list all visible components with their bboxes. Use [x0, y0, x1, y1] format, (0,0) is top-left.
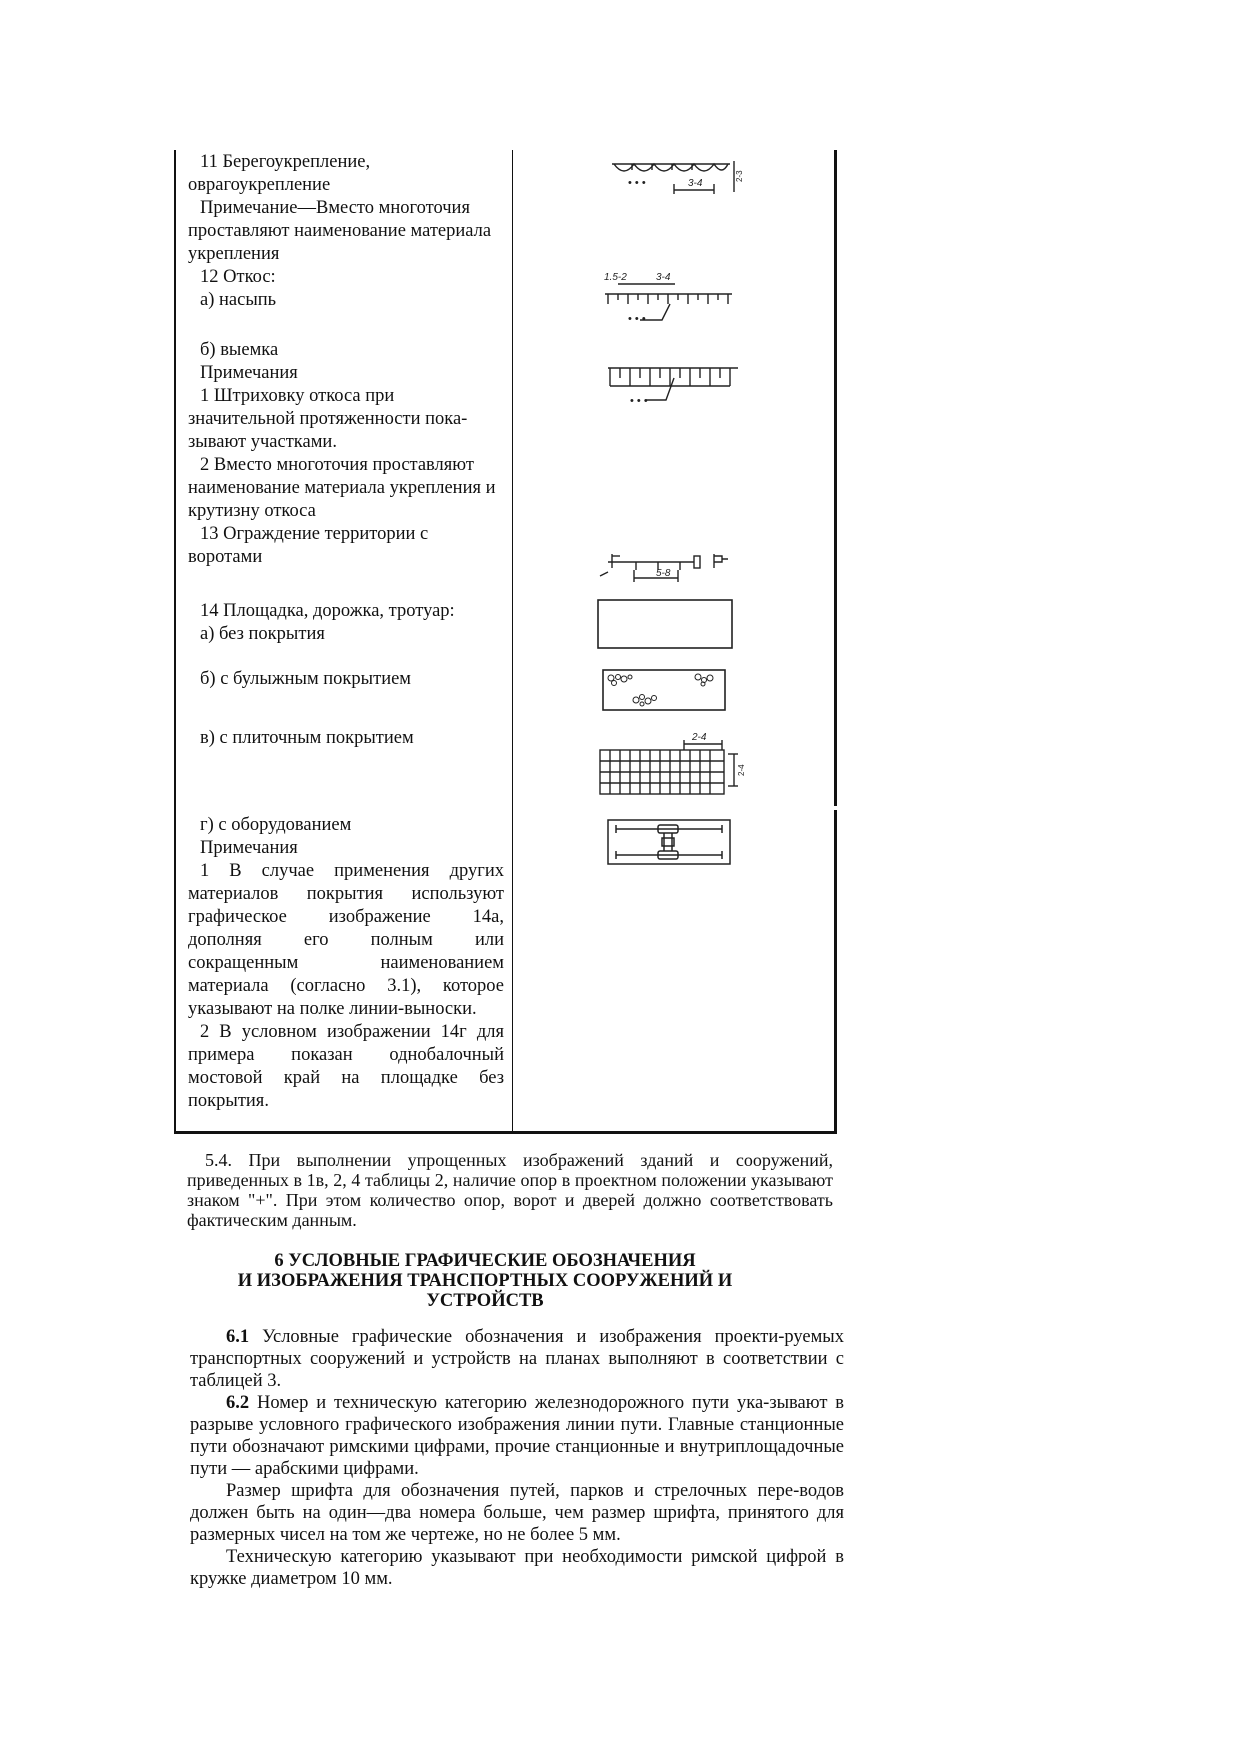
fig14c-side: 2-4 [737, 764, 746, 776]
paragraph-font-size: Размер шрифта для обозначения путей, парков и стрелочных пере-водов должен быть на один—два номера больше, чем размер шрифта, принятого для размерных чисел на том же чертеже, но не более 5 мм. [190, 1481, 844, 1545]
row-12-title: 12 Откос: [200, 267, 276, 287]
paragraph-6-2-number: 6.2 [226, 1393, 250, 1413]
row-11-note: Примечание—Вместо многоточия проставляют наименование материала укрепления [188, 198, 492, 264]
fig14c-dim: 2-4 [692, 732, 707, 743]
paragraph-5-4 [187, 1150, 833, 1230]
row-13-title: 13 Ограждение территории с воротами [188, 524, 429, 567]
section-6-heading-line2: И ИЗОБРАЖЕНИЯ ТРАНСПОРТНЫХ СООРУЖЕНИЙ И [237, 1271, 733, 1291]
fig11-dots: • • • [628, 177, 646, 189]
paragraph-6-1-number: 6.1 [226, 1327, 250, 1347]
row-14-b-text [188, 668, 504, 691]
row-12-b: б) выемка [200, 340, 279, 360]
fig12a-dim1: 1.5-2 [604, 272, 627, 283]
table-left-border [174, 150, 176, 1134]
fig11-side: 2-3 [735, 170, 744, 182]
row-14-b: б) с булыжным покрытием [200, 669, 412, 689]
paragraph-5-4-text: 5.4. При выполнении упрощенных изображений зданий и сооружений, приведенных в 1в, 2, 4 таблицы 2, наличие опор в проектном положении указывают знаком "+". При этом количество опор, ворот и дверей должно соответствовать фактическим данным. [187, 1150, 833, 1230]
row-12-a: а) насыпь [200, 290, 277, 310]
figure-bank-protection [610, 158, 745, 200]
row-14-c: в) с плиточным покрытием [200, 728, 414, 748]
figure-fence-gate [596, 548, 746, 588]
row-14-c-text [188, 727, 504, 750]
section-6-heading-line1: 6 УСЛОВНЫЕ ГРАФИЧЕСКИЕ ОБОЗНАЧЕНИЯ [274, 1251, 696, 1271]
fig11-dim: 3-4 [688, 178, 703, 189]
paragraph-6-1-text: Условные графические обозначения и изображения проекти-руемых транспортных сооружений и устройств на планах выполняют в соответствии с таблицей 3. [190, 1327, 844, 1391]
row-14-a: а) без покрытия [200, 624, 325, 644]
row-14-note2: 2 В условном изображении 14г для примера показан однобалочный мостовой край на площадке без покрытия. [188, 1022, 504, 1111]
figure-pad-cobblestone [600, 667, 730, 713]
row-14-d-text [188, 814, 504, 1113]
table-column-divider [512, 150, 513, 1134]
paragraph-6-2 [190, 1392, 844, 1480]
row-12-text [188, 339, 504, 569]
figure-pad-plain [596, 598, 736, 650]
figure-pad-crane [606, 817, 736, 869]
table-right-border [834, 150, 837, 1134]
fig12a-dim2: 3-4 [656, 272, 671, 283]
row-12-notes-label: Примечания [200, 363, 298, 383]
fig12b-dots: • • • [630, 395, 648, 407]
row-11-text [188, 151, 504, 312]
figure-slope-embankment [600, 270, 740, 328]
row-14-text [188, 600, 504, 646]
row-12-note1: 1 Штриховку откоса при значительной протяженности пока-зывают участками. [188, 386, 468, 452]
row-11-title: 11 Берегоукрепление, оврагоукрепление [188, 152, 371, 195]
figure-slope-excavation [604, 360, 744, 412]
fig13-dim: 5-8 [656, 568, 671, 579]
paragraph-6-2-text: Номер и техническую категорию железнодорожного пути ука-зывают в разрыве условного графического изображения линии пути. Главные станционные пути обозначают римскими цифрами, прочие станционные и внутриплощадочные пути — арабскими цифрами. [190, 1393, 844, 1479]
table-right-gap [834, 806, 837, 810]
table-bottom-border [174, 1131, 837, 1134]
row-14-notes-label: Примечания [200, 838, 298, 858]
section-6-heading [190, 1251, 780, 1311]
row-14-title: 14 Площадка, дорожка, тротуар: [200, 601, 455, 621]
row-14-d: г) с оборудованием [200, 815, 352, 835]
fig12a-dots: • • • [628, 313, 646, 325]
row-14-note1: 1 В случае применения других материалов покрытия используют графическое изображение 14а, дополняя его полным или сокращенным наименованием материала (согласно 3.1), которое указывают на полке линии-выноски. [188, 861, 504, 1019]
section-6-heading-line3: УСТРОЙСТВ [426, 1291, 544, 1311]
paragraph-6-1 [190, 1326, 844, 1392]
paragraph-category: Техническую категорию указывают при необходимости римской цифрой в кружке диаметром 10 мм. [190, 1547, 844, 1589]
figure-pad-tiles [598, 730, 748, 798]
section-6-body [190, 1326, 844, 1590]
row-12-note2: 2 Вместо многоточия проставляют наименование материала укрепления и крутизну откоса [188, 455, 496, 521]
